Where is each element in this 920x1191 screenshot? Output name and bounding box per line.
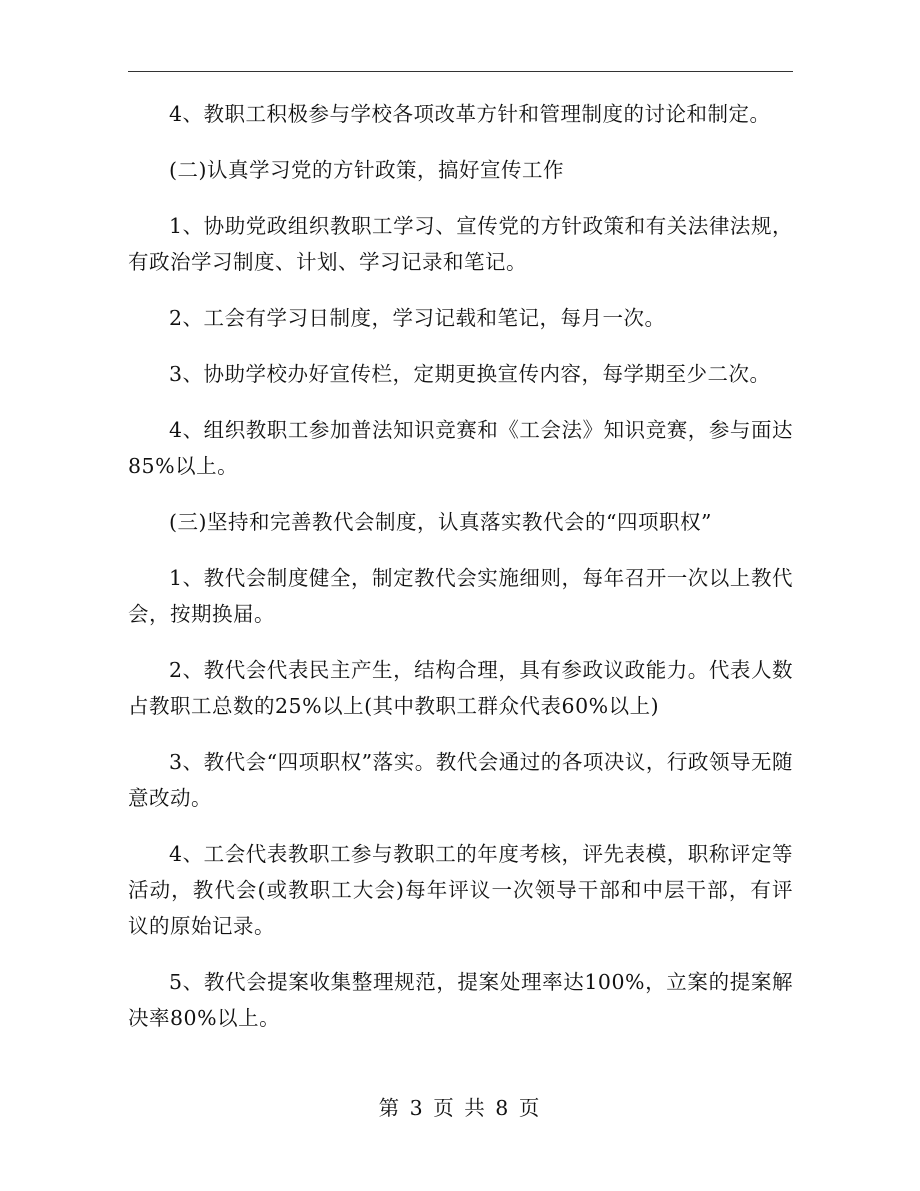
paragraph-item-1-congress-system: 1、教代会制度健全，制定教代会实施细则，每年召开一次以上教代会，按期换届。 (128, 566, 793, 626)
section-heading-2: (二)认真学习党的方针政策，搞好宣传工作 (169, 158, 564, 182)
paragraph-item-3-four-powers: 3、教代会“四项职权”落实。教代会通过的各项决议，行政领导无随意改动。 (128, 750, 793, 810)
paragraph-item-5-proposals: 5、教代会提案收集整理规范，提案处理率达100%，立案的提案解决率80%以上。 (128, 970, 793, 1030)
document-body (128, 96, 793, 1056)
paragraph-item-2-representatives: 2、教代会代表民主产生，结构合理，具有参政议政能力。代表人数占教职工总数的25%以上(其中教职工群众代表60%以上) (128, 658, 793, 718)
paragraph-item-4-competition: 4、组织教职工参加普法知识竞赛和《工会法》知识竞赛，参与面达85%以上。 (128, 418, 793, 478)
paragraph-item-1-study: 1、协助党政组织教职工学习、宣传党的方针政策和有关法律法规，有政治学习制度、计划、学习记录和笔记。 (128, 214, 793, 274)
paragraph-item-4-evaluation: 4、工会代表教职工参与教职工的年度考核，评先表模，职称评定等活动，教代会(或教职工大会)每年评议一次领导干部和中层干部，有评议的原始记录。 (128, 842, 793, 938)
paragraph-item-3-bulletin: 3、协助学校办好宣传栏，定期更换宣传内容，每学期至少二次。 (169, 362, 771, 386)
page-number: 第 3 页 共 8 页 (378, 1096, 542, 1120)
paragraph-item-4-participation: 4、教职工积极参与学校各项改革方针和管理制度的讨论和制定。 (169, 102, 771, 126)
section-heading-3: (三)坚持和完善教代会制度，认真落实教代会的“四项职权” (169, 510, 712, 534)
header-rule (128, 71, 793, 72)
paragraph-item-2-study-day: 2、工会有学习日制度，学习记载和笔记，每月一次。 (169, 306, 666, 330)
